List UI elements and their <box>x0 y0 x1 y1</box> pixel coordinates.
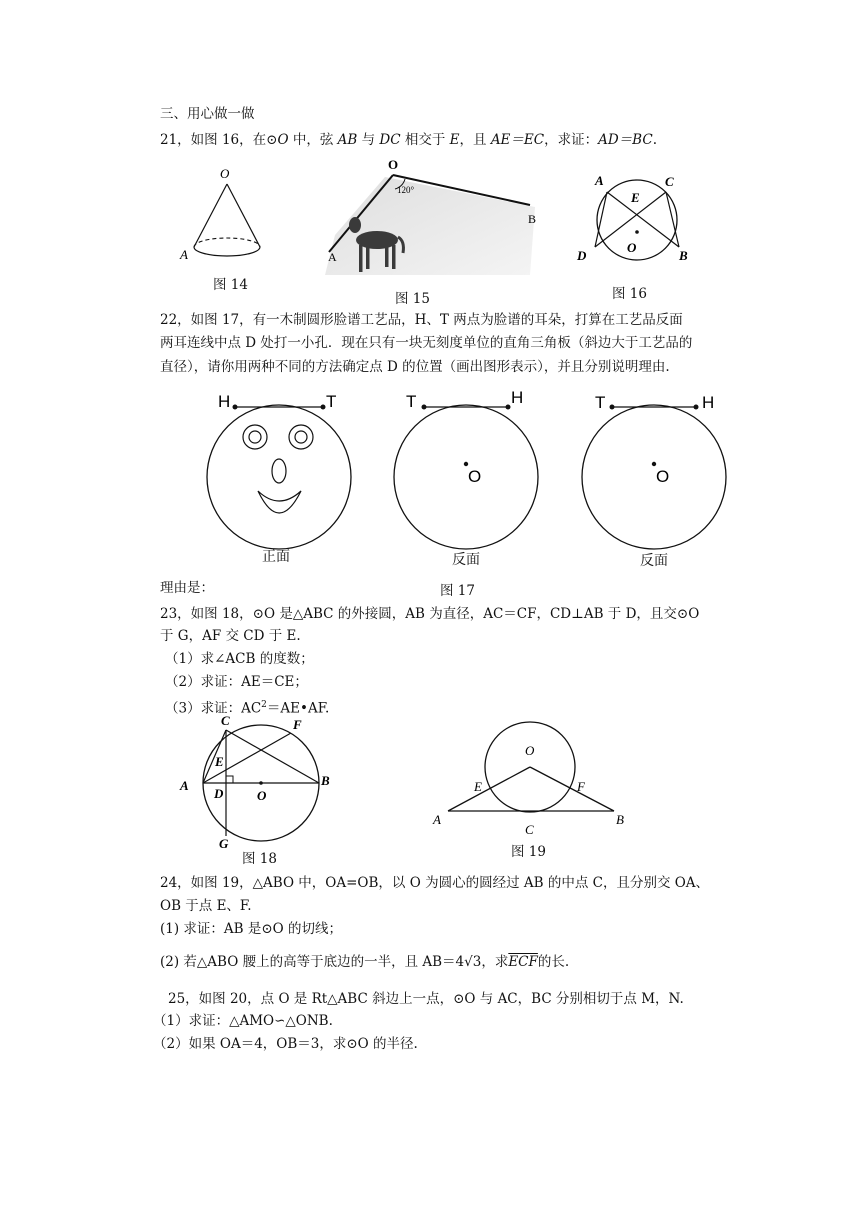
right-eye-icon <box>289 425 313 449</box>
fig19-label-o: O <box>525 743 535 758</box>
figure-17-front <box>205 385 355 570</box>
fig19-label-c: C <box>525 822 534 837</box>
fig17-front-caption: 正面 <box>262 548 290 564</box>
q23-part-3: （3）求证：$AC^2=AE•AF$. <box>165 700 330 717</box>
figure-14-cone <box>170 160 280 280</box>
q22-line-1: 22，如图 17，有一木制圆形脸谱工艺品，H、T 两点为脸谱的耳朵，打算在工艺品反面 <box>160 312 683 328</box>
fig18-caption: 图 18 <box>242 851 277 867</box>
fig17-back1-caption: 反面 <box>452 551 480 567</box>
fig18-label-c: C <box>221 713 230 728</box>
mouth-icon <box>258 491 301 513</box>
fig14-caption: 图 14 <box>213 277 248 293</box>
figure-19-triangle-circle <box>428 718 633 838</box>
fig15-label-a: A <box>328 250 337 264</box>
q23-part-2: （2）求证：AE＝CE； <box>165 674 308 690</box>
figure-18-circle <box>175 712 340 852</box>
q25-line-1: 25，如图 20，点 O 是 Rt△ABC 斜边上一点，⊙O 与 AC，BC 分别相切于点 M，N. <box>168 991 684 1007</box>
fig17-back1-label-o: O <box>468 467 482 486</box>
q22-line-2: 两耳连线中点 D 处打一小孔．现在只有一块无刻度单位的直角三角板（斜边大于工艺品的 <box>160 335 693 351</box>
fig18-label-e: E <box>215 754 224 769</box>
fig17-back1-label-h: H <box>511 388 524 407</box>
figure-15-angle <box>325 155 550 290</box>
fig15-label-b: B <box>528 212 537 226</box>
fig16-label-d: D <box>577 248 587 263</box>
fig17-caption: 图 17 <box>440 583 475 599</box>
section-title: 三、用心做一做 <box>160 106 255 122</box>
fig17-back1-label-t: T <box>406 392 417 411</box>
fig19-label-e: E <box>474 779 482 794</box>
fig18-label-a: A <box>180 778 189 793</box>
figure-17-back-2 <box>580 385 730 570</box>
fig17-front-label-h: H <box>218 392 231 411</box>
fig17-back2-label-t: T <box>595 393 606 412</box>
fig17-front-label-t: T <box>326 392 337 411</box>
q23-part-1: （1）求∠ACB 的度数； <box>165 651 314 667</box>
q23-line-2: 于 G，AF 交 CD 于 E. <box>160 628 301 644</box>
left-eye-icon <box>243 425 267 449</box>
fig16-label-e: E <box>631 190 640 205</box>
figure-17-back-1 <box>392 385 547 570</box>
fig16-label-c: C <box>665 174 674 189</box>
fig19-label-a: A <box>433 812 441 827</box>
q24-line-2: OB 于点 E、F. <box>160 898 252 914</box>
fig19-label-b: B <box>616 812 624 827</box>
fig18-label-f: F <box>293 717 302 732</box>
q25-part-2: （2）如果 OA＝4，OB＝3，求⊙O 的半径. <box>153 1036 418 1052</box>
q24-part-2: (2) 若△ABO 腰上的高等于底边的一半，且 AB＝4√3，求$\overline{ECF}$的长. <box>160 954 570 970</box>
fig17-back2-label-h: H <box>702 393 715 412</box>
fig18-label-b: B <box>321 773 330 788</box>
q25-part-1: （1）求证：△AMO∽△ONB. <box>153 1013 333 1029</box>
fig18-label-o: O <box>257 788 267 803</box>
fig18-label-d: D <box>214 786 224 801</box>
nose-icon <box>272 459 286 483</box>
fig15-caption: 图 15 <box>395 291 430 307</box>
fig14-label-o: O <box>220 166 230 181</box>
fig15-label-o: O <box>388 157 399 172</box>
fig16-label-b: B <box>679 248 688 263</box>
q24-part-1: (1) 求证：AB 是⊙O 的切线； <box>160 921 343 937</box>
fig17-back2-label-o: O <box>656 467 670 486</box>
fig17-back2-caption: 反面 <box>640 552 668 568</box>
q23-line-1: 23，如图 18，⊙O 是△ABC 的外接圆，AB 为直径，AC＝CF，CD⊥AB 于 D，且交⊙O <box>160 606 700 622</box>
fig15-angle: 120° <box>397 185 415 195</box>
figure-16-circle <box>575 170 700 270</box>
fig19-caption: 图 19 <box>511 844 546 860</box>
q22-line-3: 直径），请你用两种不同的方法确定点 D 的位置（画出图形表示），并且分别说明理由. <box>160 359 670 375</box>
fig16-label-a: A <box>595 173 604 188</box>
fig18-label-g: G <box>219 836 229 851</box>
q21-text: 21，如图 16，在⊙O 中，弦 AB 与 DC 相交于 E，且 AE＝EC，求证：AD＝BC. <box>160 132 657 148</box>
q22-reason: 理由是： <box>160 580 214 596</box>
q24-line-1: 24，如图 19，△ABO 中，OA=OB，以 O 为圆心的圆经过 AB 的中点 C，且分别交 OA、 <box>160 875 710 891</box>
fig16-caption: 图 16 <box>612 286 647 302</box>
fig16-label-o: O <box>627 240 637 255</box>
fig19-label-f: F <box>577 779 585 794</box>
fig14-label-a: A <box>180 247 188 262</box>
